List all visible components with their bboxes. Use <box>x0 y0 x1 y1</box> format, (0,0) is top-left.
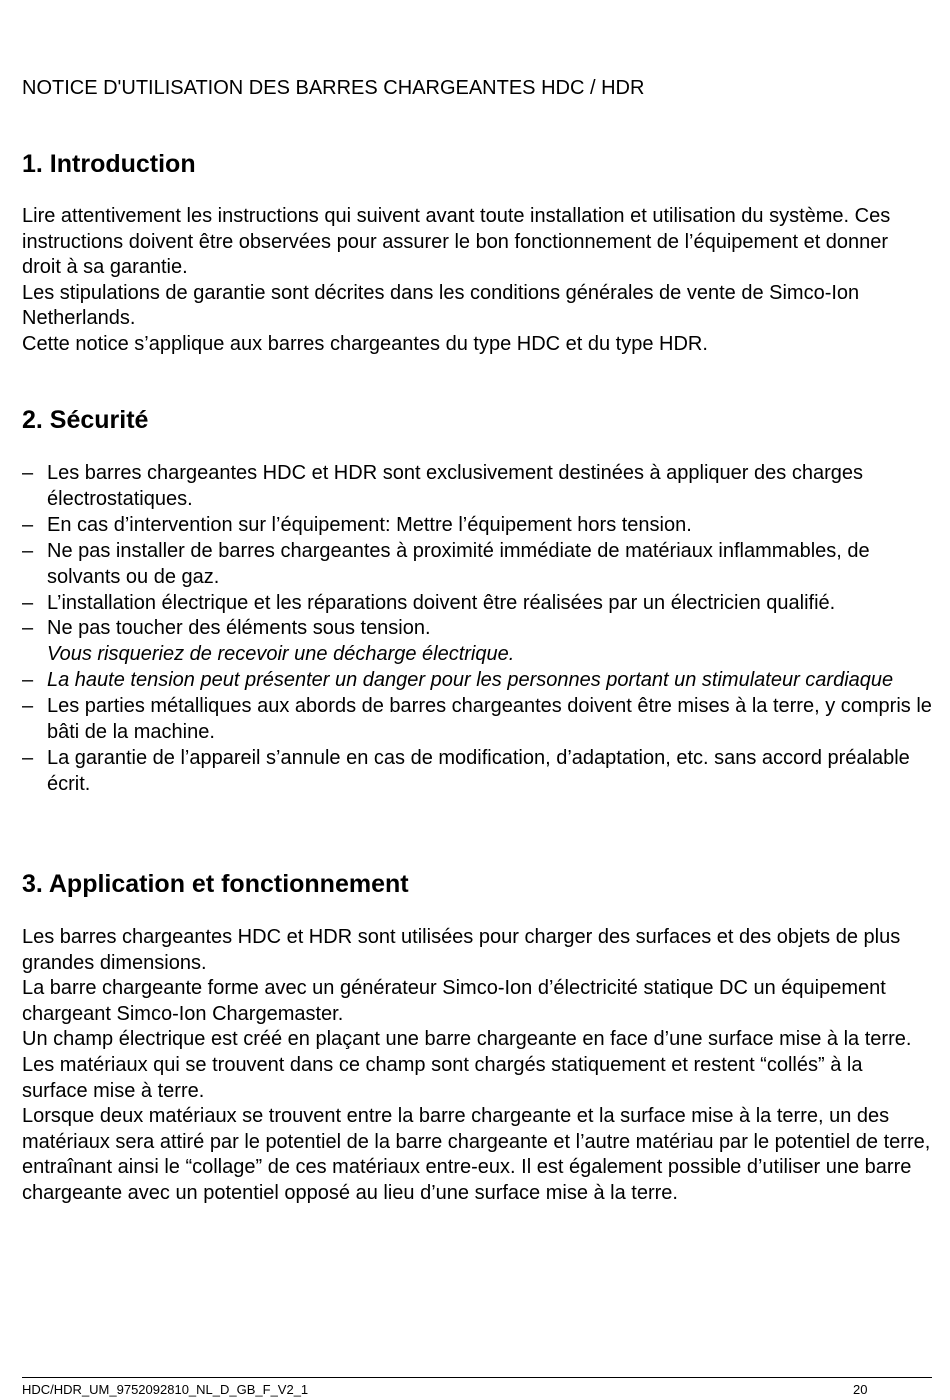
list-item-text: Les barres chargeantes HDC et HDR sont exclusivement destinées à appliquer des charges électrostatiques. <box>47 462 863 510</box>
introduction-body <box>22 204 932 358</box>
document-code: HDC/HDR_UM_9752092810_NL_D_GB_F_V2_1 <box>22 1382 309 1397</box>
list-item-text: Les parties métalliques aux abords de barres chargeantes doivent être mises à la terre, y compris le bâti de la machine. <box>47 695 932 744</box>
page-number: 20 <box>853 1382 868 1397</box>
paragraph: Lire attentivement les instructions qui suivent avant toute installation et utilisation du système. Ces instructions doivent être observées pour assurer le bon fonctionnement de l’équipement et donner droit à sa garantie. <box>22 205 891 279</box>
paragraph: Les stipulations de garantie sont décrites dans les conditions générales de vente de Simco-Ion Netherlands. <box>22 281 860 330</box>
dash-bullet: – <box>22 746 34 769</box>
dash-bullet: – <box>22 591 34 614</box>
list-item-text: Ne pas installer de barres chargeantes à proximité immédiate de matériaux inflammables, de solvants ou de gaz. <box>47 539 870 588</box>
list-item <box>22 591 932 617</box>
list-item-text: En cas d’intervention sur l’équipement: Mettre l’équipement hors tension. <box>47 513 692 536</box>
list-item-text: L’installation électrique et les réparations doivent être réalisées par un électricien qualifié. <box>47 591 836 614</box>
dash-bullet: – <box>22 669 34 692</box>
list-item-text: Ne pas toucher des éléments sous tension. <box>47 617 431 640</box>
list-item <box>22 616 932 642</box>
list-item-text: Vous risqueriez de recevoir une décharge électrique. <box>47 643 515 666</box>
page-footer <box>22 1377 932 1398</box>
dash-bullet: – <box>22 539 34 562</box>
dash-bullet: – <box>22 617 34 640</box>
list-item <box>22 694 932 746</box>
application-body <box>22 925 932 1207</box>
paragraph: Un champ électrique est créé en plaçant une barre chargeante en face d’une surface mise à la terre. Les matériaux qui se trouvent dans ce champ sont chargés statiquement et restent “collés” à la surface mise à terre. <box>22 1028 912 1102</box>
list-item <box>22 461 932 513</box>
section-heading-securite: 2. Sécurité <box>22 406 149 434</box>
list-item <box>22 746 932 798</box>
section-heading-application: 3. Application et fonctionnement <box>22 870 409 898</box>
dash-bullet: – <box>22 695 34 718</box>
dash-bullet: – <box>22 513 34 536</box>
list-item <box>22 668 932 694</box>
paragraph: Les barres chargeantes HDC et HDR sont utilisées pour charger des surfaces et des objets de plus grandes dimensions. <box>22 926 901 974</box>
list-item <box>22 513 932 539</box>
dash-bullet: – <box>22 462 34 484</box>
safety-list <box>22 461 932 798</box>
list-item-text: La haute tension peut présenter un danger pour les personnes portant un stimulateur cardiaque <box>47 669 894 692</box>
paragraph: La barre chargeante forme avec un générateur Simco-Ion d’électricité statique DC un équipement chargeant Simco-Ion Chargemaster. <box>22 977 886 1025</box>
list-item-text: La garantie de l’appareil s’annule en cas de modification, d’adaptation, etc. sans accord préalable écrit. <box>47 746 910 795</box>
paragraph: Lorsque deux matériaux se trouvent entre la barre chargeante et la surface mise à la terre, un des matériaux sera attiré par le potentiel de la barre chargeante et l’autre matériau par le potentiel de terre, entraînant ainsi le “collage” de ces matériaux entre-eux. Il est également possible d’utiliser une barre chargeante avec un potentiel opposé au lieu d’une surface mise à la terre. <box>22 1105 931 1204</box>
paragraph: Cette notice s’applique aux barres chargeantes du type HDC et du type HDR. <box>22 332 708 355</box>
list-item-continuation <box>22 642 932 668</box>
list-item <box>22 539 932 591</box>
section-heading-introduction: 1. Introduction <box>22 150 196 178</box>
document-title: NOTICE D'UTILISATION DES BARRES CHARGEANTES HDC / HDR <box>22 77 645 99</box>
